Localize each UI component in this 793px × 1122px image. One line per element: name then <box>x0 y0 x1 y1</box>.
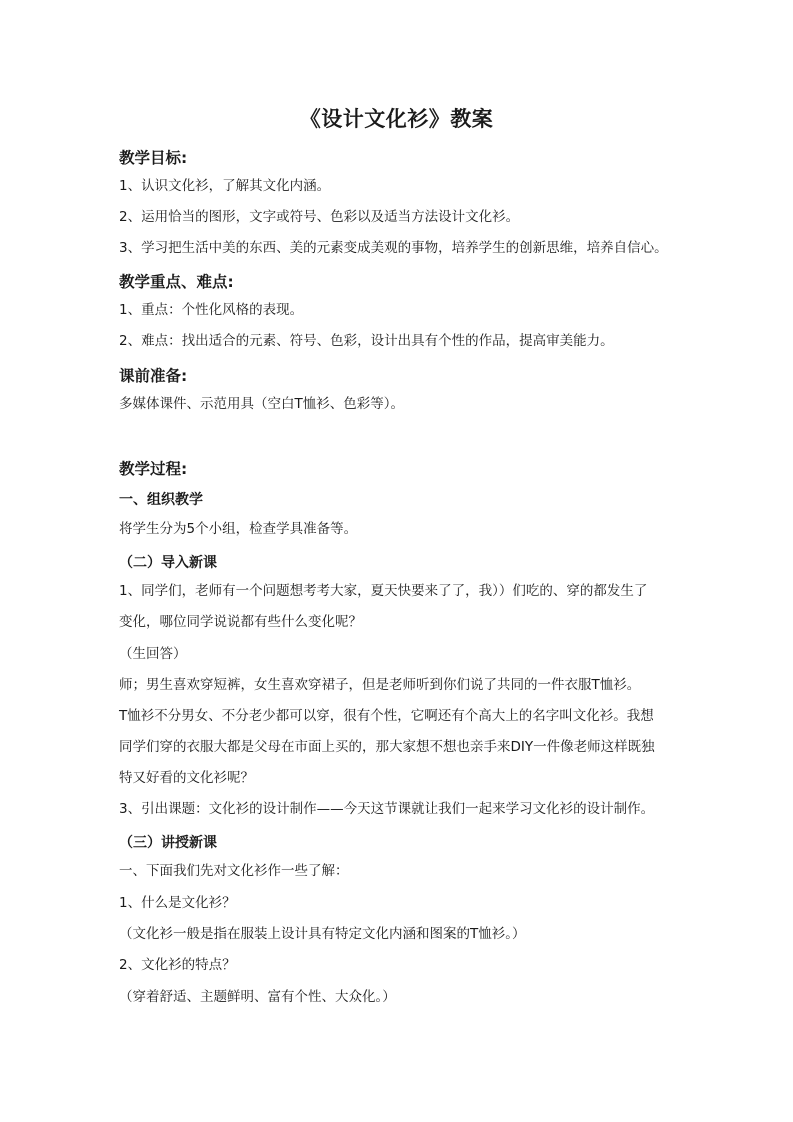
section2-line-7: 特又好看的文化衫呢？ <box>119 770 254 786</box>
preparation-line: 多媒体课件、示范用具（空白T恤衫、色彩等）。 <box>119 396 404 412</box>
section3-line-5: （穿着舒适、主题鲜明、富有个性、大众化。） <box>119 989 396 1005</box>
key-point-line-1: 1、重点：个性化风格的表现。 <box>119 302 304 318</box>
objective-line-3: 3、学习把生活中美的东西、美的元素变成美观的事物，培养学生的创新思维，培养自信心。 <box>119 240 668 256</box>
section1-text: 将学生分为5个小组，检查学具准备等。 <box>119 521 358 537</box>
section2-title: （二）导入新课 <box>119 555 217 571</box>
section2-line-8: 3、引出课题：文化衫的设计制作——今天这节课就让我们一起来学习文化衫的设计制作。 <box>119 801 655 817</box>
section2-line-3: （生回答） <box>119 646 187 662</box>
section1-title: 一、组织教学 <box>119 492 203 508</box>
section3-line-2: 1、什么是文化衫？ <box>119 895 236 911</box>
section2-line-2: 变化，哪位同学说说都有些什么变化呢？ <box>119 614 362 630</box>
heading-key-points: 教学重点、难点: <box>119 273 234 291</box>
objective-line-1: 1、认识文化衫，了解其文化内涵。 <box>119 178 331 194</box>
section3-title: （三）讲授新课 <box>119 835 217 851</box>
objective-line-2: 2、运用恰当的图形，文字或符号、色彩以及适当方法设计文化衫。 <box>119 209 520 225</box>
section3-line-3: （文化衫一般是指在服装上设计具有特定文化内涵和图案的T恤衫。） <box>119 926 526 942</box>
section3-line-4: 2、文化衫的特点？ <box>119 957 236 973</box>
section2-line-6: 同学们穿的衣服大都是父母在市面上买的，那大家想不想也亲手来DIY一件像老师这样既独 <box>119 739 655 755</box>
section2-line-1: 1、同学们，老师有一个问题想考考大家，夏天快要来了了，我））们吃的、穿的都发生了 <box>119 583 648 599</box>
heading-process: 教学过程: <box>119 460 188 478</box>
section2-line-4: 师；男生喜欢穿短裤，女生喜欢穿裙子，但是老师听到你们说了共同的一件衣服T恤衫。 <box>119 677 641 693</box>
key-point-line-2: 2、难点：找出适合的元素、符号、色彩，设计出具有个性的作品，提高审美能力。 <box>119 333 614 349</box>
heading-objectives: 教学目标: <box>119 149 188 167</box>
document-title: 《设计文化衫》教案 <box>299 107 494 131</box>
section3-line-1: 一、下面我们先对文化衫作一些了解： <box>119 863 349 879</box>
section2-line-5: T恤衫不分男女、不分老少都可以穿，很有个性，它啊还有个高大上的名字叫文化衫。我想 <box>119 708 654 724</box>
heading-preparation: 课前准备: <box>119 367 188 385</box>
